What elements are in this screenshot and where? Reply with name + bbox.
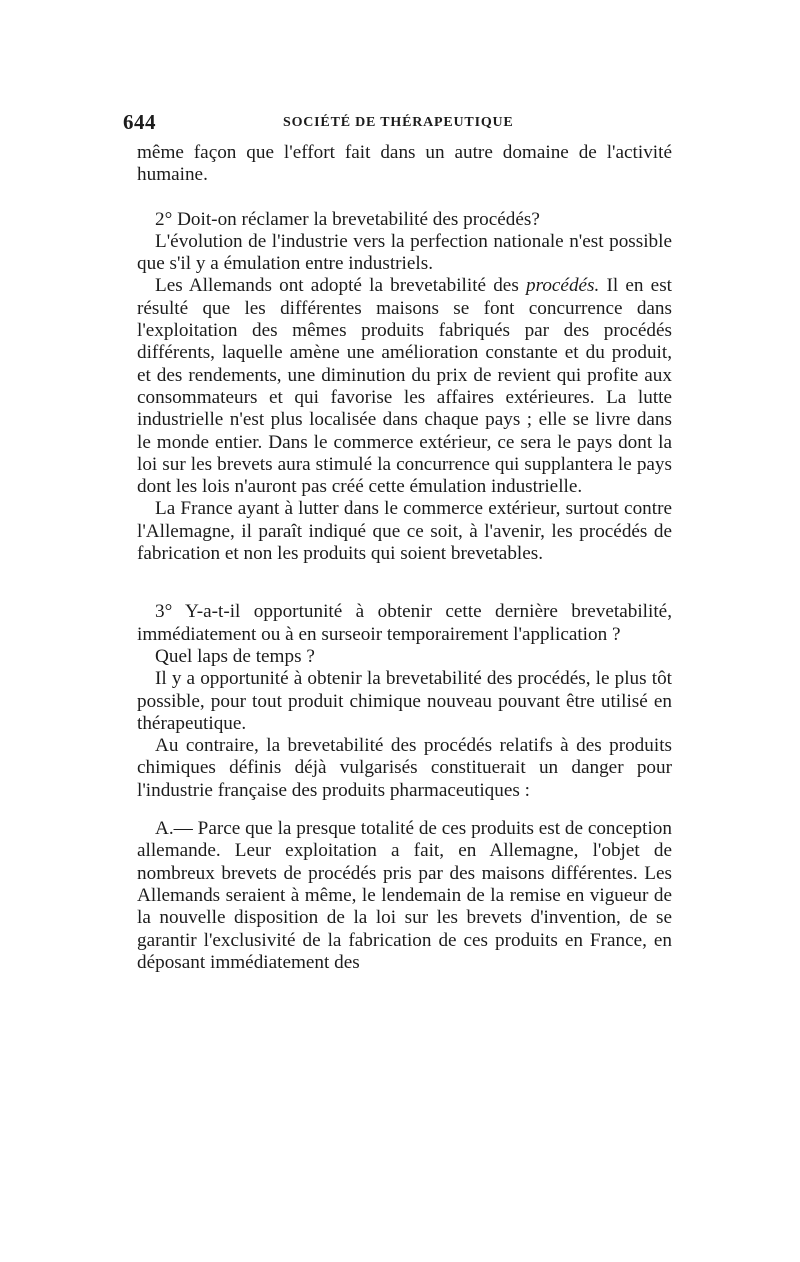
paragraph-france: La France ayant à lutter dans le commerce extérieur, surtout contre l'Allemagne, il paraît indiqué que ce soit, à l'avenir, les procédés de fabrication et non les produits qui soient brevetables. — [137, 498, 672, 565]
procedes-emphasis: procédés. — [525, 275, 600, 297]
paragraph-opportunite: Il y a opportunité à obtenir la brevetabilité des procédés, le plus tôt possible, pour tout produit chimique nouveau pouvant être utilisé en thérapeutique. — [137, 668, 672, 734]
question-3-subquestion: Quel laps de temps ? — [155, 645, 315, 667]
document-page — [123, 110, 672, 974]
paragraph-au-contraire: Au contraire, la brevetabilité des procédés relatifs à des produits chimiques définis déjà vulgarisés constituerait un danger pour l'industrie française des produits pharmaceutiques : — [137, 735, 672, 801]
running-head — [123, 110, 672, 140]
page-number: 644 — [123, 110, 156, 134]
question-2-heading: 2° Doit-on réclamer la brevetabilité des procédés? — [155, 208, 540, 230]
paragraph-evolution: L'évolution de l'industrie vers la perfection nationale n'est possible que s'il y a émulation entre industriels. — [137, 230, 672, 275]
journal-title: SOCIÉTÉ DE THÉRAPEUTIQUE — [283, 115, 514, 130]
body-text — [137, 142, 672, 974]
paragraph-continuation: même façon que l'effort fait dans un autre domaine de l'activité humaine. — [137, 142, 672, 186]
paragraph-allemands-start: Les Allemands ont adopté la brevetabilité des — [155, 275, 526, 297]
paragraph-point-a: A.— Parce que la presque totalité de ces produits est de conception allemande. Leur exploitation a fait, en Allemagne, l'objet de nombreux brevets de procédés pris par des maisons différentes. Les Allemands seraient à même, le lendemain de la remise en vigueur de la nouvelle disposition de la loi sur les brevets d'invention, de se garantir l'exclusivité de la fabrication de ces produits en France, en déposant immédiatement des — [137, 818, 672, 973]
paragraph-allemands — [137, 275, 672, 498]
paragraph-allemands-rest: Il en est résulté que les différentes maisons se font concurrence dans l'exploitation des mêmes produits fabriqués par des procédés différents, laquelle amène une amélioration constante et du produit, et des rendements, une diminution du prix de revient qui profite aux consommateurs et qui favorise les affaires extérieures. La lutte industrielle n'est plus localisée dans chaque pays ; elle se livre dans le monde entier. Dans le commerce extérieur, ce sera le pays dont la loi sur les brevets aura stimulé la concurrence qui supplantera le pays dont les lois n'auront pas créé cette émulation industrielle. — [137, 275, 672, 498]
question-3-heading: 3° Y-a-t-il opportunité à obtenir cette dernière brevetabilité, immédiatement ou à en surseoir temporairement l'application ? — [137, 601, 672, 645]
